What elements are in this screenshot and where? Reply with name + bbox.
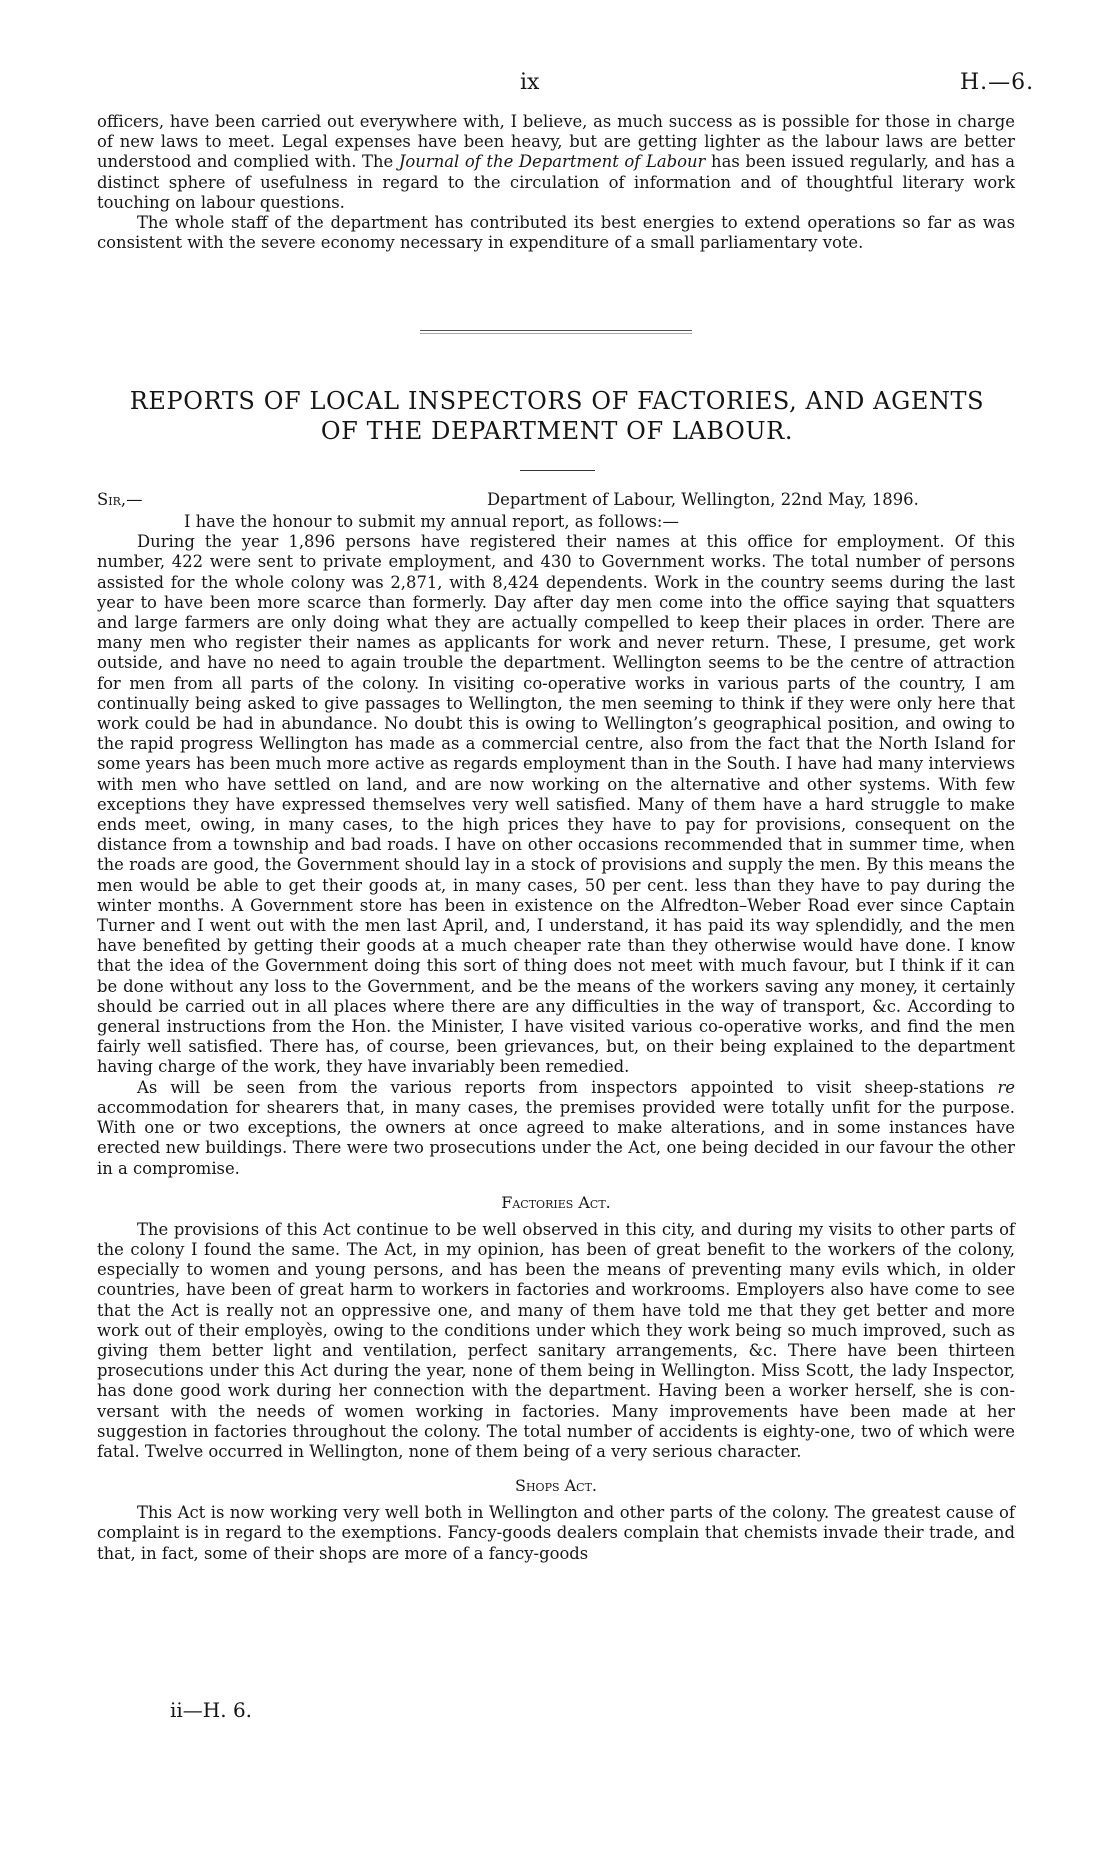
title-rule [520, 470, 595, 471]
intro-paragraph-1 [97, 112, 1015, 213]
shops-paragraph: This Act is now working very well both in Wellington and other parts of the colony. The greatest cause of complaint is in regard to the exemptions. Fancy-goods dealers complain that chemists invade their trade, and that, in fact, some of their shops are more of a fancy-goods [97, 1503, 1015, 1563]
document-code: H.—6. [960, 70, 1035, 95]
salutation: Sir,— [97, 490, 143, 509]
shops-act-heading: Shops Act. [515, 1476, 597, 1496]
report-text: As will be seen from the various reports from inspectors appointed to visit sheep-stations [137, 1077, 998, 1097]
factories-paragraph: The provisions of this Act continue to be well observed in this city, and during my visits to other parts of the colony I found the same. The Act, in my opinion, has been of great benefit to the workers of the colony, especially to women and young persons, and has been the means of preventing many evils which, in older countries, have been of great harm to workers in factories and workrooms. Employers also have come to see that the Act is really not an oppressive one, and many of them have told me that they get better and more work out of their employès, owing to the conditions under which they work being so much improved, such as giving them better light and ventilation, perfect sanitary arrangements, &c. There have been thirteen prosecutions under this Act during the year, none of them being in Wellington. Miss Scott, the lady Inspector, has done good work during her connection with the department. Having been a worker herself, she is conversant with the needs of women working in factories. Many improvements have been made at her suggestion in factories throughout the colony. The total number of accidents is eighty-one, two of which were fatal. Twelve occurred in Wellington, none of them being of a very serious character. [97, 1219, 1015, 1461]
intro-text: officers, have been carried out everywhere with, I believe, as much success as is possible for those in charge of new laws to meet. Legal expenses have been heavy, but are getting lighter as the labour laws are better understood and complied with. The [97, 112, 1015, 172]
dateline: Department of Labour, Wellington, 22nd May, 1896. [487, 490, 919, 509]
report-paragraph-1: During the year 1,896 persons have registered their names at this office for employment. Of this number, 422 were sent to private employment, and 430 to Government works. The total number of persons assisted for the whole colony was 2,871, with 8,424 dependents. Work in the country seems during the last year to have been more scarce than formerly. Day after day men come into the office saying that squatters and large farmers are only doing what they are actually compelled to keep their places in order. There are many men who register their names as applicants for work and never return. These, I presume, get work outside, and have no need to again trouble the department. Wellington seems to be the centre of attraction for men from all parts of the colony. In visiting co-operative works in various parts of the country, I am continually being asked to give passages to Wellington, the men seeming to think if they were only here that work could be had in abundance. No doubt this is owing to Wellington’s geographical position, and owing to the rapid progress Wellington has made as a commercial centre, also from the fact that the North Island for some years has been much more active as regards employment than in the South. I have had many interviews with men who have settled on land, and are now working on the alternative and other systems. With few exceptions they have expressed themselves very well satisfied. Many of them have a hard struggle to make ends meet, owing, in many cases, to the high prices they have to pay for provisions, consequent on the distance from a township and bad roads. I have on other occasions recommended that in summer time, when the roads are good, the Government should lay in a stock of provisions and supply the men. By this means the men would be able to get their goods at, in many cases, 50 per cent. less than they have to pay during the winter months. A Government store has been in existence on the Alfredton–Weber Road ever since Captain Turner and I went out with the men last April, and, I understand, it has paid its way splendidly, and the men have benefited by getting their goods at a much cheaper rate than they otherwise would have done. I know that the idea of the Government doing this sort of thing does not meet with much favour, but I think if it can be done without any loss to the Government, and be the means of the workers saving any money, it certainly should be carried out in all places where there are any difficulties in the way of transport, &c. According to general instructions from the Hon. the Minister, I have visited various co-operative works, and find the men fairly well satisfied. There has, of course, been grievances, but, on their being explained to the department having charge of the work, they have invariably been remedied. [97, 532, 1015, 1077]
report-body [97, 490, 1015, 1564]
journal-title: Journal of the Department of Labour [398, 152, 706, 172]
report-title [60, 386, 1054, 446]
re-word: re [997, 1077, 1015, 1097]
page-number: ix [520, 70, 540, 95]
opening-sentence: I have the honour to submit my annual report, as follows:— [184, 512, 679, 531]
report-paragraph-2 [97, 1078, 1015, 1179]
report-title-line-2: OF THE DEPARTMENT OF LABOUR. [320, 417, 794, 445]
intro-text-tail: has been issued regularly, and has a distinct sphere of usefulness in regard to the circulation of information and of thoughtful literary work touching on labour questions. [97, 152, 1016, 212]
intro-section [97, 112, 1015, 253]
section-divider [420, 330, 692, 331]
intro-paragraph-2: The whole staff of the department has contributed its best energies to extend operations so far as was consistent with the severe economy necessary in expenditure of a small parliamentary vote. [97, 213, 1015, 253]
report-text-end: accommodation for shearers that, in many cases, the premises provided were totally unfit for the purpose. With one or two exceptions, the owners at once agreed to make alterations, and in some instances have erected new buildings. There were two prosecutions under the Act, one being decided in our favour the other in a compromise. [97, 1097, 1015, 1178]
factories-act-heading: Factories Act. [501, 1192, 611, 1212]
letter-header [97, 490, 1015, 512]
signature-mark: ii—H. 6. [170, 1698, 253, 1722]
report-title-line-1: REPORTS OF LOCAL INSPECTORS OF FACTORIES, AND AGENTS [129, 387, 985, 415]
